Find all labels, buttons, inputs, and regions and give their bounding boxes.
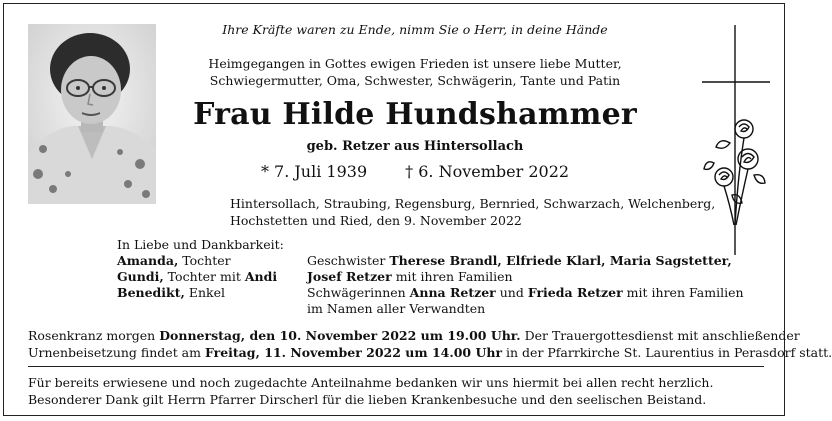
relatives-line: im Namen aller Verwandten <box>307 301 486 316</box>
siblings-line: Geschwister Therese Brandl, Elfriede Klarl, Maria Sagstetter, <box>307 253 732 268</box>
thanks-line-1: Für bereits erwiesene und noch zugedachte Anteilnahme bedanken wir uns hiermit bei allen recht herzlich. <box>28 375 714 390</box>
places-line-1: Hintersollach, Straubing, Regensburg, Bernried, Schwarzach, Welchenberg, <box>230 196 716 211</box>
inlaws-line: Schwägerinnen Anna Retzer und Frieda Retzer mit ihren Familien <box>307 285 744 300</box>
brother-line: Josef Retzer mit ihren Familien <box>307 269 513 284</box>
service-line-2: Urnenbeisetzung findet am Freitag, 11. November 2022 um 14.00 Uhr in der Pfarrkirche St. Laurentius in Perasdorf statt. <box>28 345 832 360</box>
intro-line-2: Schwiegermutter, Oma, Schwester, Schwägerin, Tante und Patin <box>209 73 621 88</box>
intro-line-1: Heimgegangen in Gottes ewigen Frieden ist unsere liebe Mutter, <box>208 56 622 71</box>
service-line-1: Rosenkranz morgen Donnerstag, den 10. November 2022 um 19.00 Uhr. Der Trauergottesdienst mit anschließender <box>28 328 800 343</box>
mourners-heading: In Liebe und Dankbarkeit: <box>117 237 284 252</box>
deceased-name: Frau Hilde Hundshammer <box>193 97 637 132</box>
life-dates <box>180 162 650 181</box>
service-info <box>28 327 832 361</box>
mourner-amanda: Amanda, Tochter <box>117 253 231 268</box>
motto: Ihre Kräfte waren zu Ende, nimm Sie o Herr, in deine Hände <box>222 22 608 37</box>
portrait-photo <box>28 24 156 204</box>
mourners-left <box>117 237 284 301</box>
mourner-gundi: Gundi, Tochter mit Andi <box>117 269 278 284</box>
birth-date: * 7. Juli 1939 <box>260 162 368 181</box>
places-line-2: Hochstetten und Ried, den 9. November 2022 <box>230 213 522 228</box>
maiden-name: geb. Retzer aus Hintersollach <box>306 139 524 154</box>
divider <box>28 366 764 367</box>
mourners-right <box>307 253 744 317</box>
cross-with-roses-icon <box>702 25 772 255</box>
death-date: † 6. November 2022 <box>405 162 570 181</box>
intro-text <box>180 55 650 89</box>
thanks-text <box>28 374 713 408</box>
places-and-date <box>230 195 715 229</box>
mourner-benedikt: Benedikt, Enkel <box>117 285 225 300</box>
thanks-line-2: Besonderer Dank gilt Herrn Pfarrer Dirscherl für die lieben Krankenbesuche und den seelischen Beistand. <box>28 392 707 407</box>
